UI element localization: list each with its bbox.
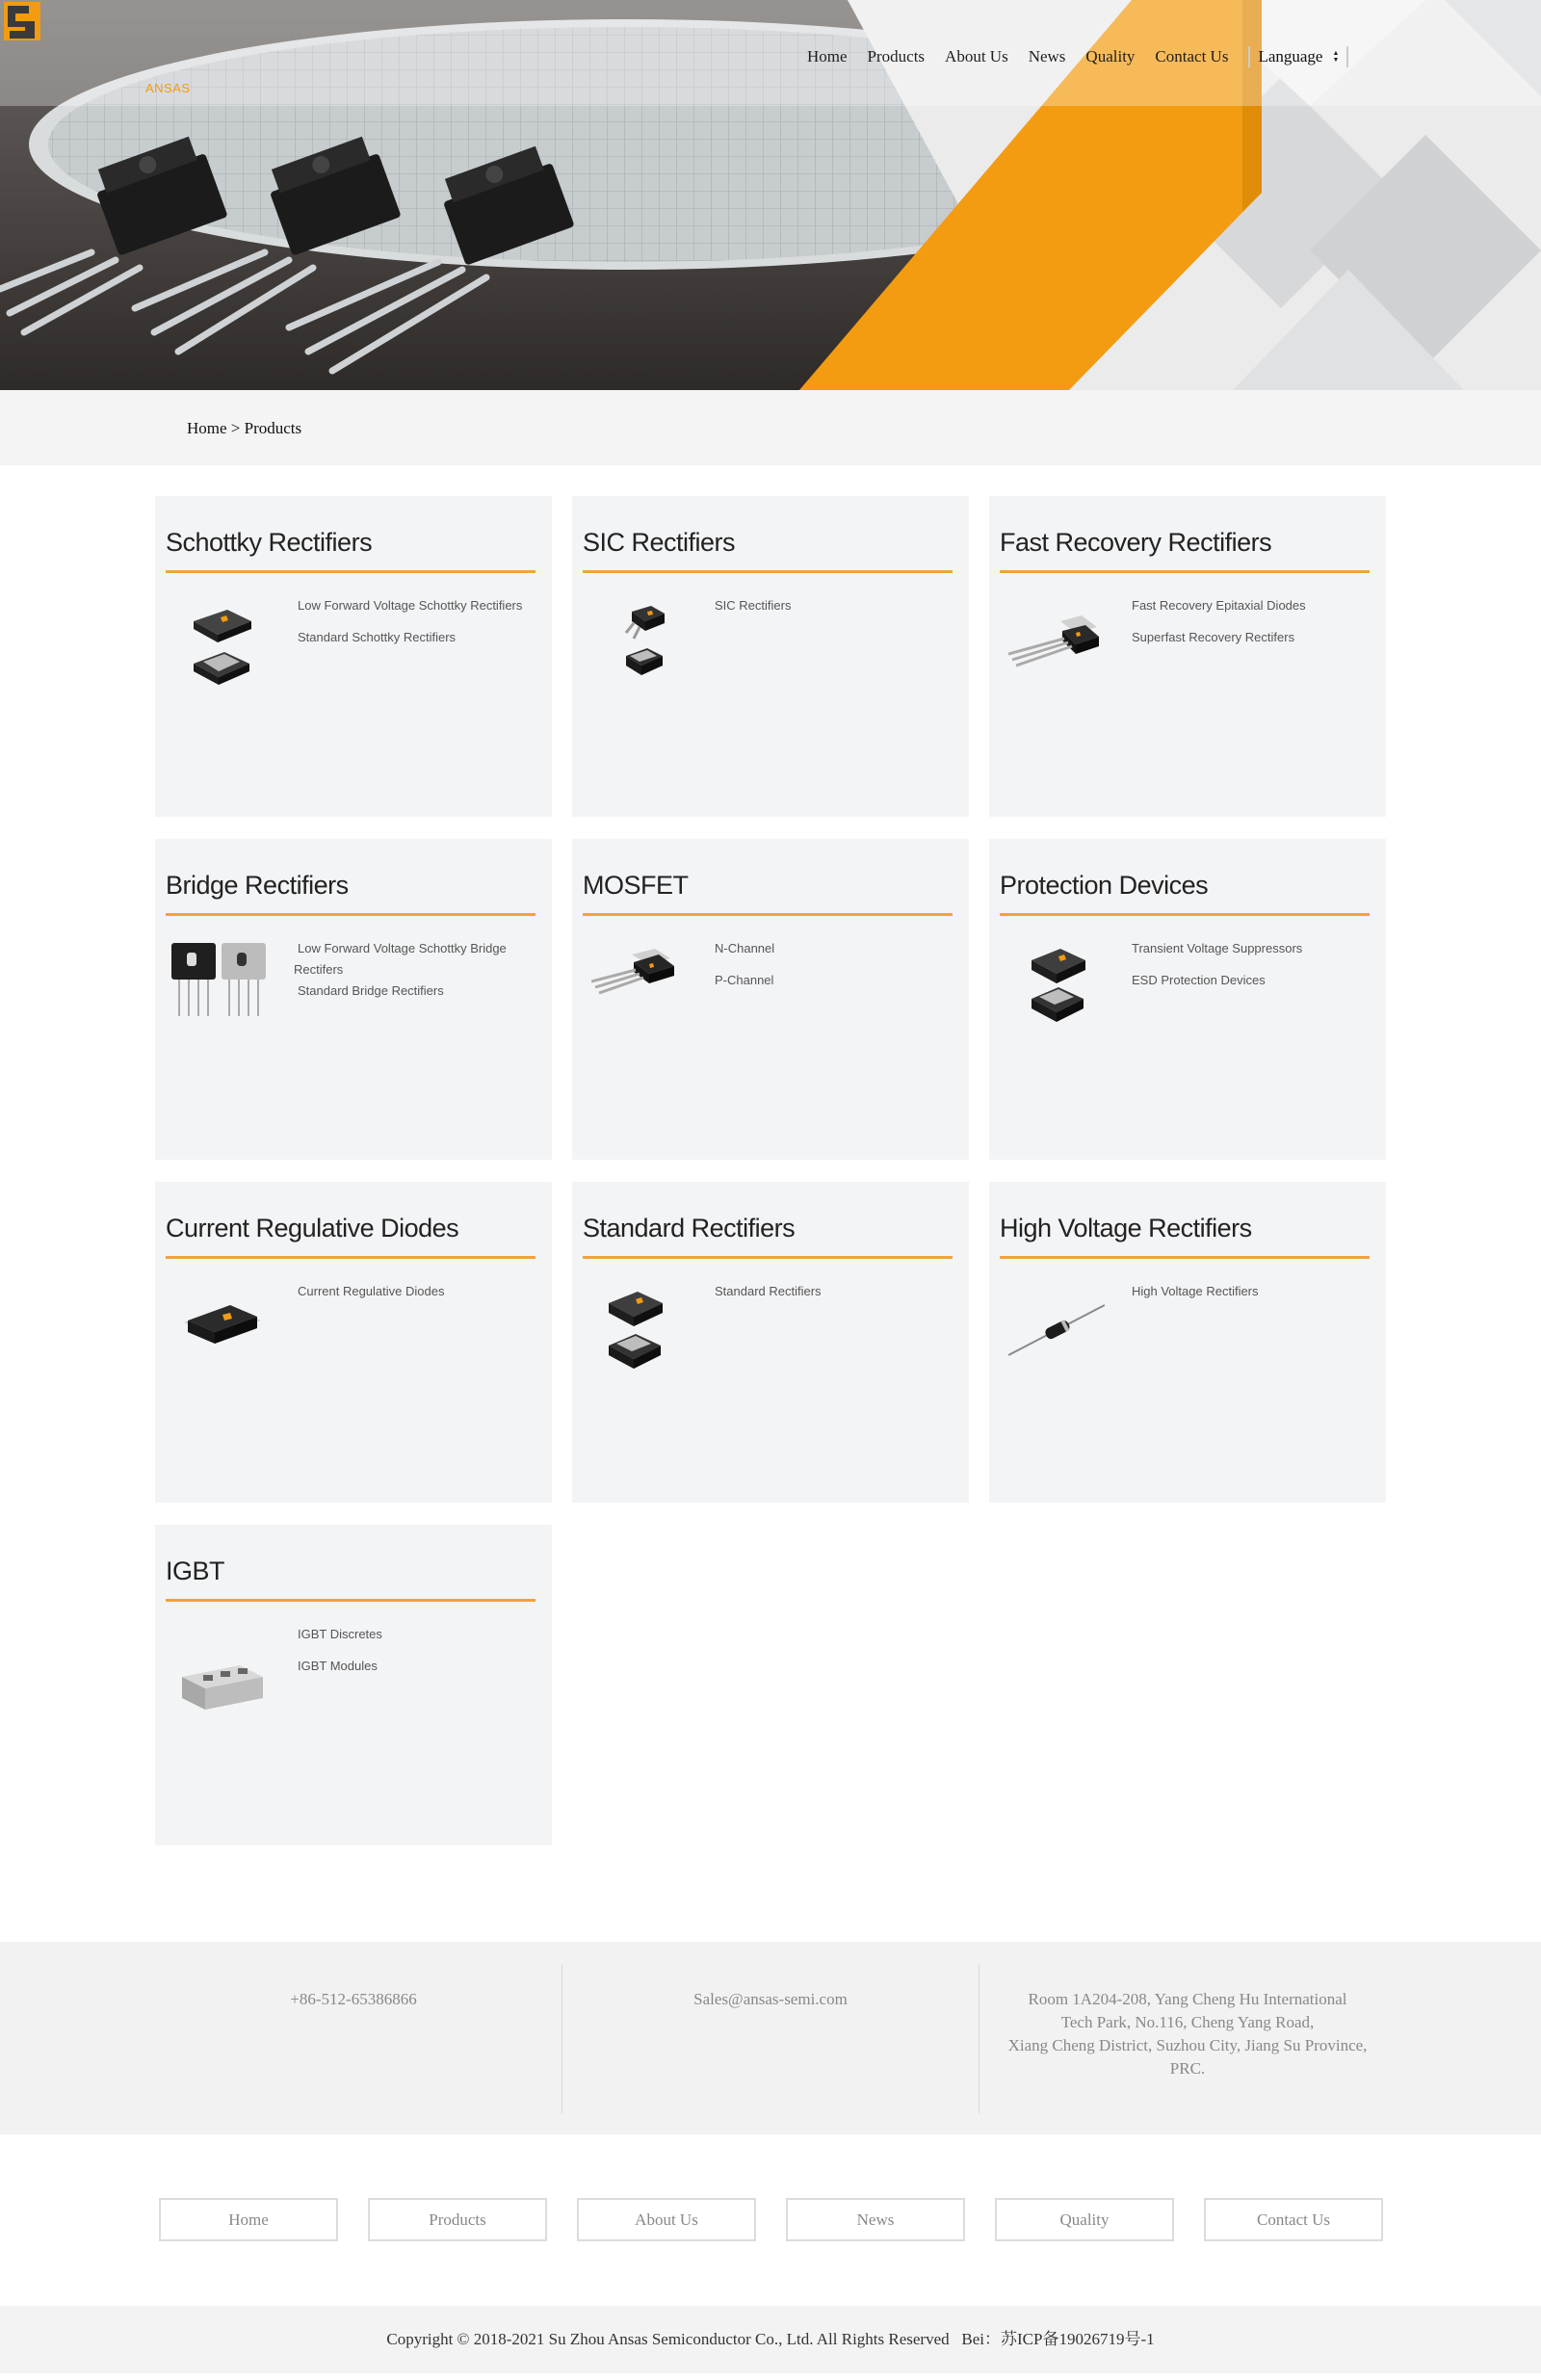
title-underline bbox=[1000, 1256, 1370, 1259]
smd-package-icon[interactable] bbox=[591, 592, 688, 698]
product-card-title[interactable]: MOSFET bbox=[583, 871, 689, 900]
title-underline bbox=[166, 913, 535, 916]
product-item-list bbox=[294, 938, 538, 1012]
product-card-title[interactable]: IGBT bbox=[166, 1556, 225, 1585]
breadcrumb-current: Products bbox=[244, 419, 302, 437]
product-card-igbt bbox=[155, 1525, 552, 1845]
product-card-title[interactable]: Fast Recovery Rectifiers bbox=[1000, 528, 1272, 557]
footer-nav-products[interactable]: Products bbox=[368, 2198, 547, 2241]
product-item-link[interactable]: ESD Protection Devices bbox=[1132, 973, 1266, 987]
product-item-link[interactable]: Standard Bridge Rectifiers bbox=[298, 983, 444, 998]
product-item-link[interactable]: High Voltage Rectifiers bbox=[1132, 1284, 1259, 1298]
product-item-list bbox=[298, 1624, 538, 1687]
product-item-link[interactable]: Standard Rectifiers bbox=[715, 1284, 822, 1298]
copyright-text: Copyright © 2018-2021 Su Zhou Ansas Semiconductor Co., Ltd. All Rights Reserved Bei：苏ICP备19026719号-1 bbox=[386, 2330, 1155, 2348]
nav-about-us[interactable]: About Us bbox=[945, 47, 1008, 65]
product-card-title[interactable]: SIC Rectifiers bbox=[583, 528, 736, 557]
address-line: Tech Park, No.116, Cheng Yang Road, bbox=[1060, 2013, 1315, 2031]
product-card-title[interactable]: Bridge Rectifiers bbox=[166, 871, 349, 900]
product-item-link[interactable]: Superfast Recovery Rectifers bbox=[1132, 630, 1295, 644]
product-item-link[interactable]: Low Forward Voltage Schottky Bridge Rectifers bbox=[294, 941, 507, 977]
logo-text: ANSAS bbox=[145, 81, 191, 95]
product-item-link[interactable]: SIC Rectifiers bbox=[715, 598, 792, 613]
product-card-bridge bbox=[155, 839, 552, 1160]
product-item-list bbox=[1132, 1281, 1372, 1313]
nav-quality[interactable]: Quality bbox=[1085, 47, 1136, 65]
nav-contact-us[interactable]: Contact Us bbox=[1155, 47, 1229, 65]
product-item-list bbox=[1132, 938, 1372, 1002]
product-card-current-regulative bbox=[155, 1182, 552, 1503]
contact-email[interactable]: Sales@ansas-semi.com bbox=[693, 1990, 848, 2008]
product-item-link[interactable]: N-Channel bbox=[715, 941, 775, 955]
product-card-sic bbox=[572, 496, 969, 817]
ansas-logo-icon[interactable] bbox=[0, 0, 44, 62]
title-underline bbox=[1000, 913, 1370, 916]
product-item-list bbox=[1132, 595, 1372, 659]
axial-diode-icon[interactable] bbox=[1008, 1278, 1105, 1384]
product-item-link[interactable]: Fast Recovery Epitaxial Diodes bbox=[1132, 598, 1306, 613]
to-220-package-icon[interactable] bbox=[591, 935, 688, 1041]
to-220-package-icon[interactable] bbox=[1008, 592, 1105, 698]
product-card-title[interactable]: High Voltage Rectifiers bbox=[1000, 1214, 1252, 1242]
select-arrows-icon: ▲ ▼ bbox=[1332, 49, 1340, 64]
product-item-link[interactable]: Current Regulative Diodes bbox=[298, 1284, 445, 1298]
product-item-link[interactable]: IGBT Discretes bbox=[298, 1627, 382, 1641]
address-line: Room 1A204-208, Yang Cheng Hu International bbox=[1028, 1990, 1347, 2008]
language-label: Language bbox=[1258, 47, 1323, 65]
product-card-standard bbox=[572, 1182, 969, 1503]
title-underline bbox=[166, 570, 535, 573]
product-item-link[interactable]: IGBT Modules bbox=[298, 1659, 378, 1673]
nav-products[interactable]: Products bbox=[867, 47, 926, 65]
contact-address bbox=[989, 1988, 1386, 2080]
product-item-list bbox=[715, 595, 955, 627]
product-card-protection bbox=[989, 839, 1386, 1160]
product-item-link[interactable]: Low Forward Voltage Schottky Rectifiers bbox=[298, 598, 523, 613]
igbt-module-icon[interactable] bbox=[174, 1621, 271, 1727]
nav-home[interactable]: Home bbox=[807, 47, 848, 65]
smd-package-icon[interactable] bbox=[591, 1278, 688, 1384]
smd-package-icon[interactable] bbox=[174, 1278, 271, 1384]
language-select[interactable] bbox=[1248, 46, 1348, 67]
smd-package-icon[interactable] bbox=[1008, 935, 1105, 1041]
product-item-list bbox=[715, 1281, 955, 1313]
address-line: PRC. bbox=[1169, 2059, 1206, 2078]
product-item-list bbox=[715, 938, 955, 1002]
product-item-link[interactable]: Transient Voltage Suppressors bbox=[1132, 941, 1303, 955]
title-underline bbox=[583, 913, 953, 916]
address-line: Xiang Cheng District, Suzhou City, Jiang Su Province, bbox=[1007, 2036, 1368, 2054]
product-card-title[interactable]: Standard Rectifiers bbox=[583, 1214, 796, 1242]
product-card-title[interactable]: Schottky Rectifiers bbox=[166, 528, 373, 557]
bridge-package-icon[interactable] bbox=[165, 935, 271, 1041]
copyright-bar bbox=[0, 2306, 1541, 2373]
nav-news[interactable]: News bbox=[1028, 47, 1066, 65]
hero-banner bbox=[0, 0, 1541, 390]
smd-package-icon[interactable] bbox=[174, 592, 271, 698]
footer-nav-news[interactable]: News bbox=[786, 2198, 965, 2241]
title-underline bbox=[583, 1256, 953, 1259]
product-card-title[interactable]: Current Regulative Diodes bbox=[166, 1214, 459, 1242]
footer-nav-contact-us[interactable]: Contact Us bbox=[1204, 2198, 1383, 2241]
product-item-link[interactable]: P-Channel bbox=[715, 973, 774, 987]
contact-phone[interactable]: +86-512-65386866 bbox=[290, 1990, 417, 2008]
breadcrumb-home[interactable]: Home bbox=[187, 419, 227, 437]
contact-section bbox=[0, 1942, 1541, 2134]
breadcrumb bbox=[187, 419, 301, 438]
product-card-mosfet bbox=[572, 839, 969, 1160]
product-item-link[interactable]: Standard Schottky Rectifiers bbox=[298, 630, 457, 644]
footer-nav-home[interactable]: Home bbox=[159, 2198, 338, 2241]
product-card-high-voltage bbox=[989, 1182, 1386, 1503]
product-card-fast-recovery bbox=[989, 496, 1386, 817]
footer-nav-about-us[interactable]: About Us bbox=[577, 2198, 756, 2241]
product-card-title[interactable]: Protection Devices bbox=[1000, 871, 1209, 900]
product-item-list bbox=[298, 595, 538, 659]
title-underline bbox=[166, 1256, 535, 1259]
title-underline bbox=[166, 1599, 535, 1602]
title-underline bbox=[1000, 570, 1370, 573]
footer-nav-quality[interactable]: Quality bbox=[995, 2198, 1174, 2241]
main-navigation bbox=[807, 46, 1348, 67]
title-underline bbox=[583, 570, 953, 573]
product-item-list bbox=[298, 1281, 538, 1313]
breadcrumb-separator: > bbox=[226, 419, 245, 437]
product-card-schottky bbox=[155, 496, 552, 817]
breadcrumb-bar bbox=[0, 390, 1541, 465]
footer-navigation bbox=[0, 2198, 1541, 2241]
